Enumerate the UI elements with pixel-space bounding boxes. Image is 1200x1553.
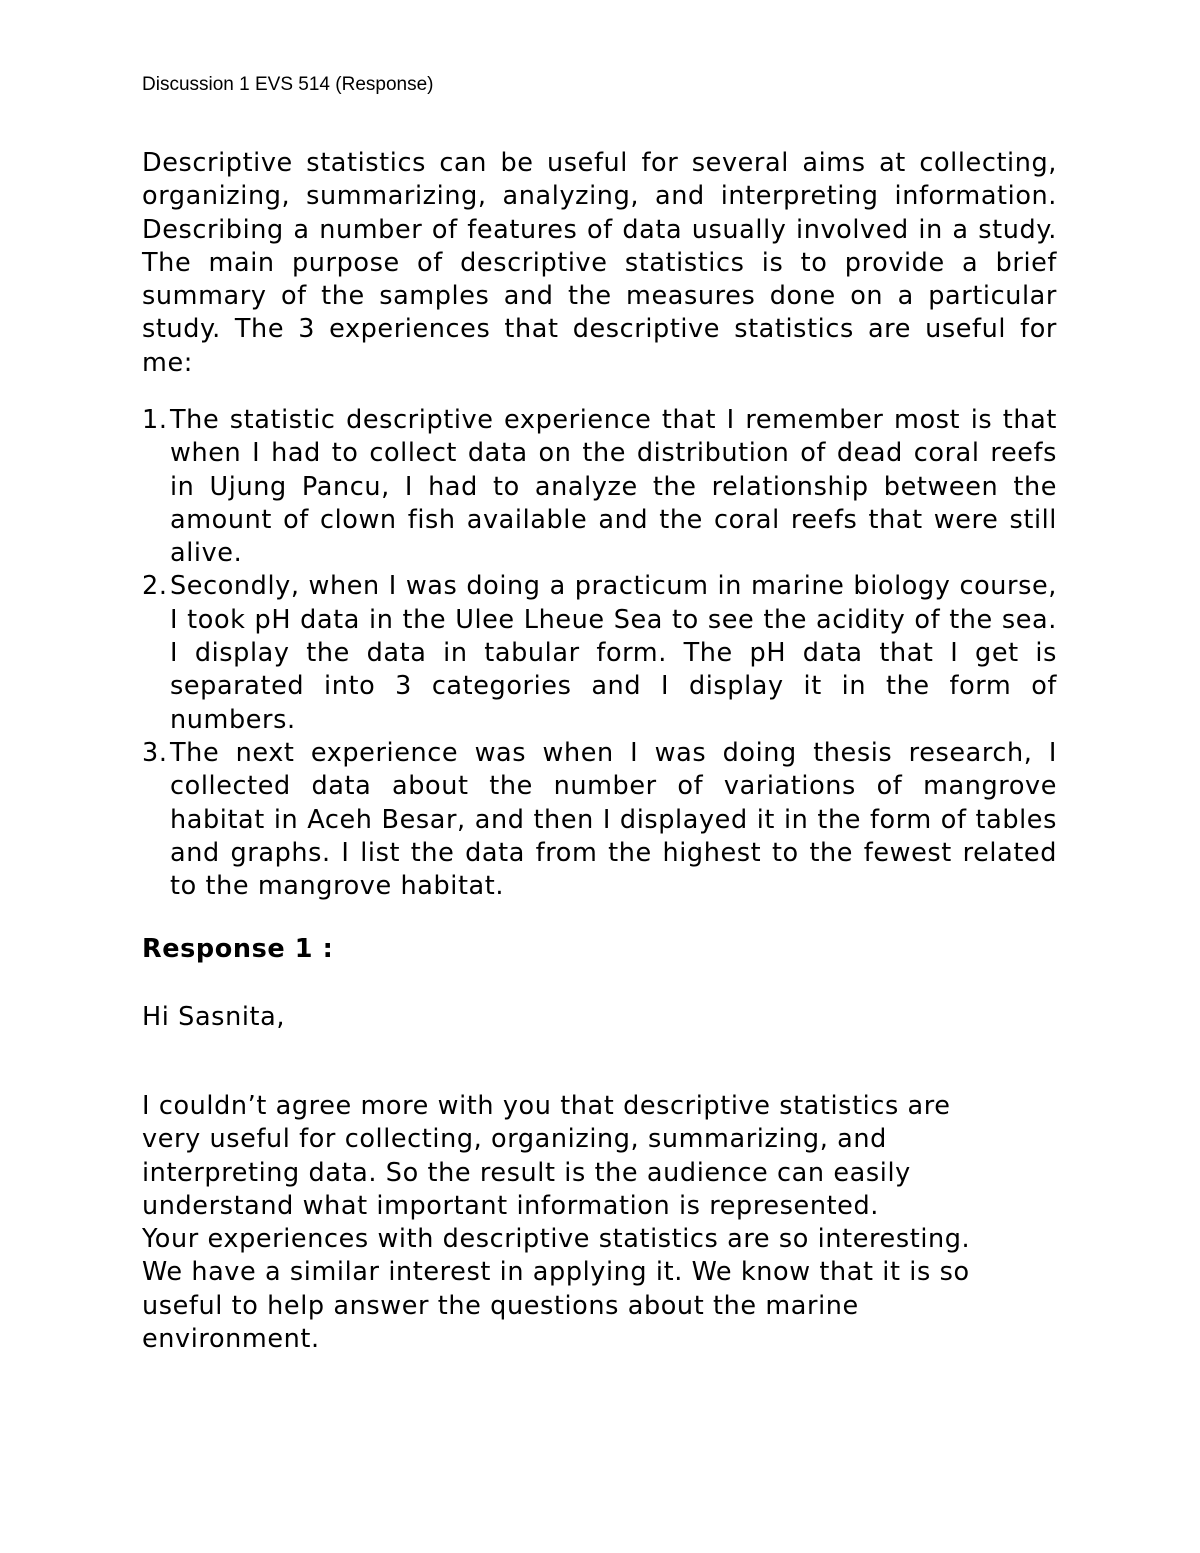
response-line: very useful for collecting, organizing, summarizing, and [142, 1124, 887, 1155]
response-line: Your experiences with descriptive statistics are so interesting. [142, 1224, 971, 1255]
response-line: We have a similar interest in applying it. We know that it is so [142, 1257, 970, 1288]
intro-paragraph: Descriptive statistics can be useful for several aims at collecting, organizing, summarizing, analyzing, and interpreting information. Describing a number of features of data usually involved in a study. The main purpose of descriptive statistics is to provide a brief summary of the samples and the measures done on a particular study. The 3 experiences that descriptive statistics are useful for me: [142, 148, 1057, 378]
response-greeting: Hi Sasnita, [142, 1002, 286, 1032]
response-line: understand what important information is represented. [142, 1190, 879, 1221]
document-header: Discussion 1 EVS 514 (Response) [142, 74, 434, 95]
list-item-number: 3. [142, 737, 168, 768]
list-item-text: The next experience was when I was doing thesis research, I collected data about the number of variations of mangrove habitat in Aceh Besar, and then I displayed it in the form of tables and graphs. I list the data from the highest to the fewest related to the mangrove habitat. [170, 737, 1057, 902]
list-item [142, 404, 1057, 570]
list-item-text: The statistic descriptive experience that I remember most is that when I had to collect data on the distribution of dead coral reefs in Ujung Pancu, I had to analyze the relationship between the amount of clown fish available and the coral reefs that were still alive. [170, 405, 1057, 569]
response-line: interpreting data. So the result is the audience can easily [142, 1157, 911, 1188]
response-body [142, 1090, 1062, 1356]
response-heading: Response 1 : [142, 934, 334, 964]
response-line: useful to help answer the questions about the marine [142, 1290, 859, 1321]
response-line: I couldn’t agree more with you that descriptive statistics are [142, 1091, 951, 1121]
list-item-text: Secondly, when I was doing a practicum in marine biology course, I took pH data in the Ulee Lheue Sea to see the acidity of the sea. I display the data in tabular form. The pH data that I get is separated into 3 categories and I display it in the form of numbers. [170, 571, 1057, 735]
experience-list [142, 404, 1057, 903]
list-item [142, 737, 1057, 903]
list-item-number: 2. [142, 571, 168, 602]
list-item-number: 1. [142, 405, 168, 435]
list-item [142, 570, 1057, 736]
response-line: environment. [142, 1324, 320, 1355]
